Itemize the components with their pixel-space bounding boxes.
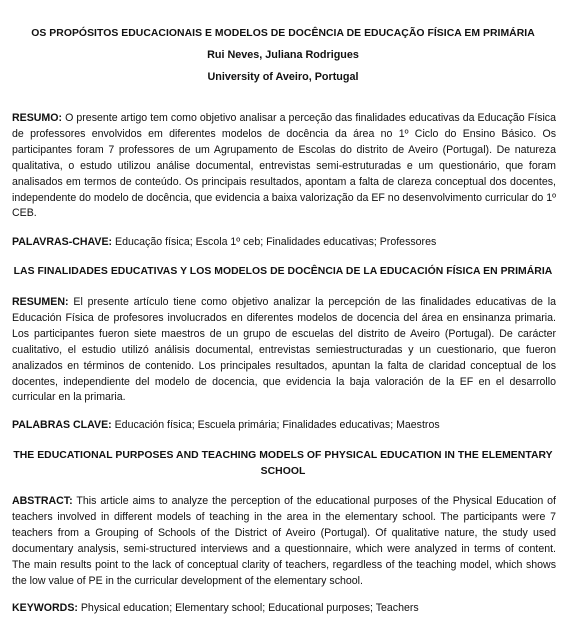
resumo-text: O presente artigo tem como objetivo analisar a perceção das finalidades educativas da Educação Física de professores envolvidos em diferentes modelos de docência da área no 1º Ciclo do Ensino Básico. Os participantes foram 7 professores de um Agrupamento de Escolas do distrito de Aveiro (Portugal). De natureza qualitativa, o estudo utilizou análise documental, entrevistas semi-estruturadas e um questionário, que foram analisados em termos de conteúdo. Os principais resultados, apontam a falta de clareza conceptual dos docentes, independente do modelo de docência, que evidencia a baixa valorização da EF no desenvolvimento curricular do 1º CEB. <box>12 112 556 220</box>
authors: Rui Neves, Juliana Rodrigues <box>207 49 359 61</box>
resumo-label: RESUMO: <box>12 112 63 124</box>
abstract-text: This article aims to analyze the perception of the educational purposes of the Physical Education of teachers involved in different models of teaching in the area in the elementary school. The participants were 7 teachers from a Grouping of Schools of the District of Aveiro (Portugal). Of qualitative nature, the study used documentary analysis, semi-structured interviews and a questionnaire, which were analyzed in terms of content. The main results point to the lack of conceptual clarity of teachers, regardless of the teaching model, which shows the low value of PE in the curricular development of the elementary school. <box>12 495 556 587</box>
palavras-chave-label: PALAVRAS-CHAVE: <box>12 236 113 248</box>
resumen-label: RESUMEN: <box>12 296 69 308</box>
palabras-clave-text: Educación física; Escuela primária; Finalidades educativas; Maestros <box>111 419 440 431</box>
resumo-paragraph <box>12 111 556 222</box>
title-portuguese: OS PROPÓSITOS EDUCACIONAIS E MODELOS DE DOCÊNCIA DE EDUCAÇÃO FÍSICA EM PRIMÁRIA <box>31 28 535 39</box>
title-english-line1: THE EDUCATIONAL PURPOSES AND TEACHING MODELS OF PHYSICAL EDUCATION IN THE ELEMENTARY <box>13 450 553 461</box>
title-spanish: LAS FINALIDADES EDUCATIVAS Y LOS MODELOS DE DOCÊNCIA DE LA EDUCACIÓN FÍSICA EN PRIMÁRIA <box>13 266 553 277</box>
palabras-clave <box>12 418 556 433</box>
palabras-clave-label: PALABRAS CLAVE: <box>12 419 112 431</box>
keywords-text: Physical education; Elementary school; Educational purposes; Teachers <box>77 602 419 614</box>
title-english-line2: SCHOOL <box>260 466 306 477</box>
abstract-label: ABSTRACT: <box>12 495 73 507</box>
palavras-chave <box>12 235 556 250</box>
keywords-label: KEYWORDS: <box>12 602 78 614</box>
resumen-paragraph <box>12 295 556 406</box>
resumen-text: El presente artículo tiene como objetivo analizar la percepción de las finalidades educativas de la Educación Física de profesores involucrados en diferentes modelos de docencia del área en ensinanza primaria. Los participantes fueron siete maestros de un grupo de escuelas del distrito de Aveiro (Portugal). De carácter cualitativo, el estudio utilizó análisis documental, entrevistas semiestructuradas y un cuestionario, que fueron analizados en términos de contenido. Los principales resultados, apuntan la falta de claridad conceptual de los docentes, independiente del modelo de docencia, que evidencia la baja valoración de la EF en el desarrollo curricular en la primaria. <box>12 296 556 404</box>
affiliation: University of Aveiro, Portugal <box>207 71 359 83</box>
keywords <box>12 601 556 616</box>
palavras-chave-text: Educação física; Escola 1º ceb; Finalidades educativas; Professores <box>112 236 437 248</box>
abstract-paragraph <box>12 494 556 589</box>
